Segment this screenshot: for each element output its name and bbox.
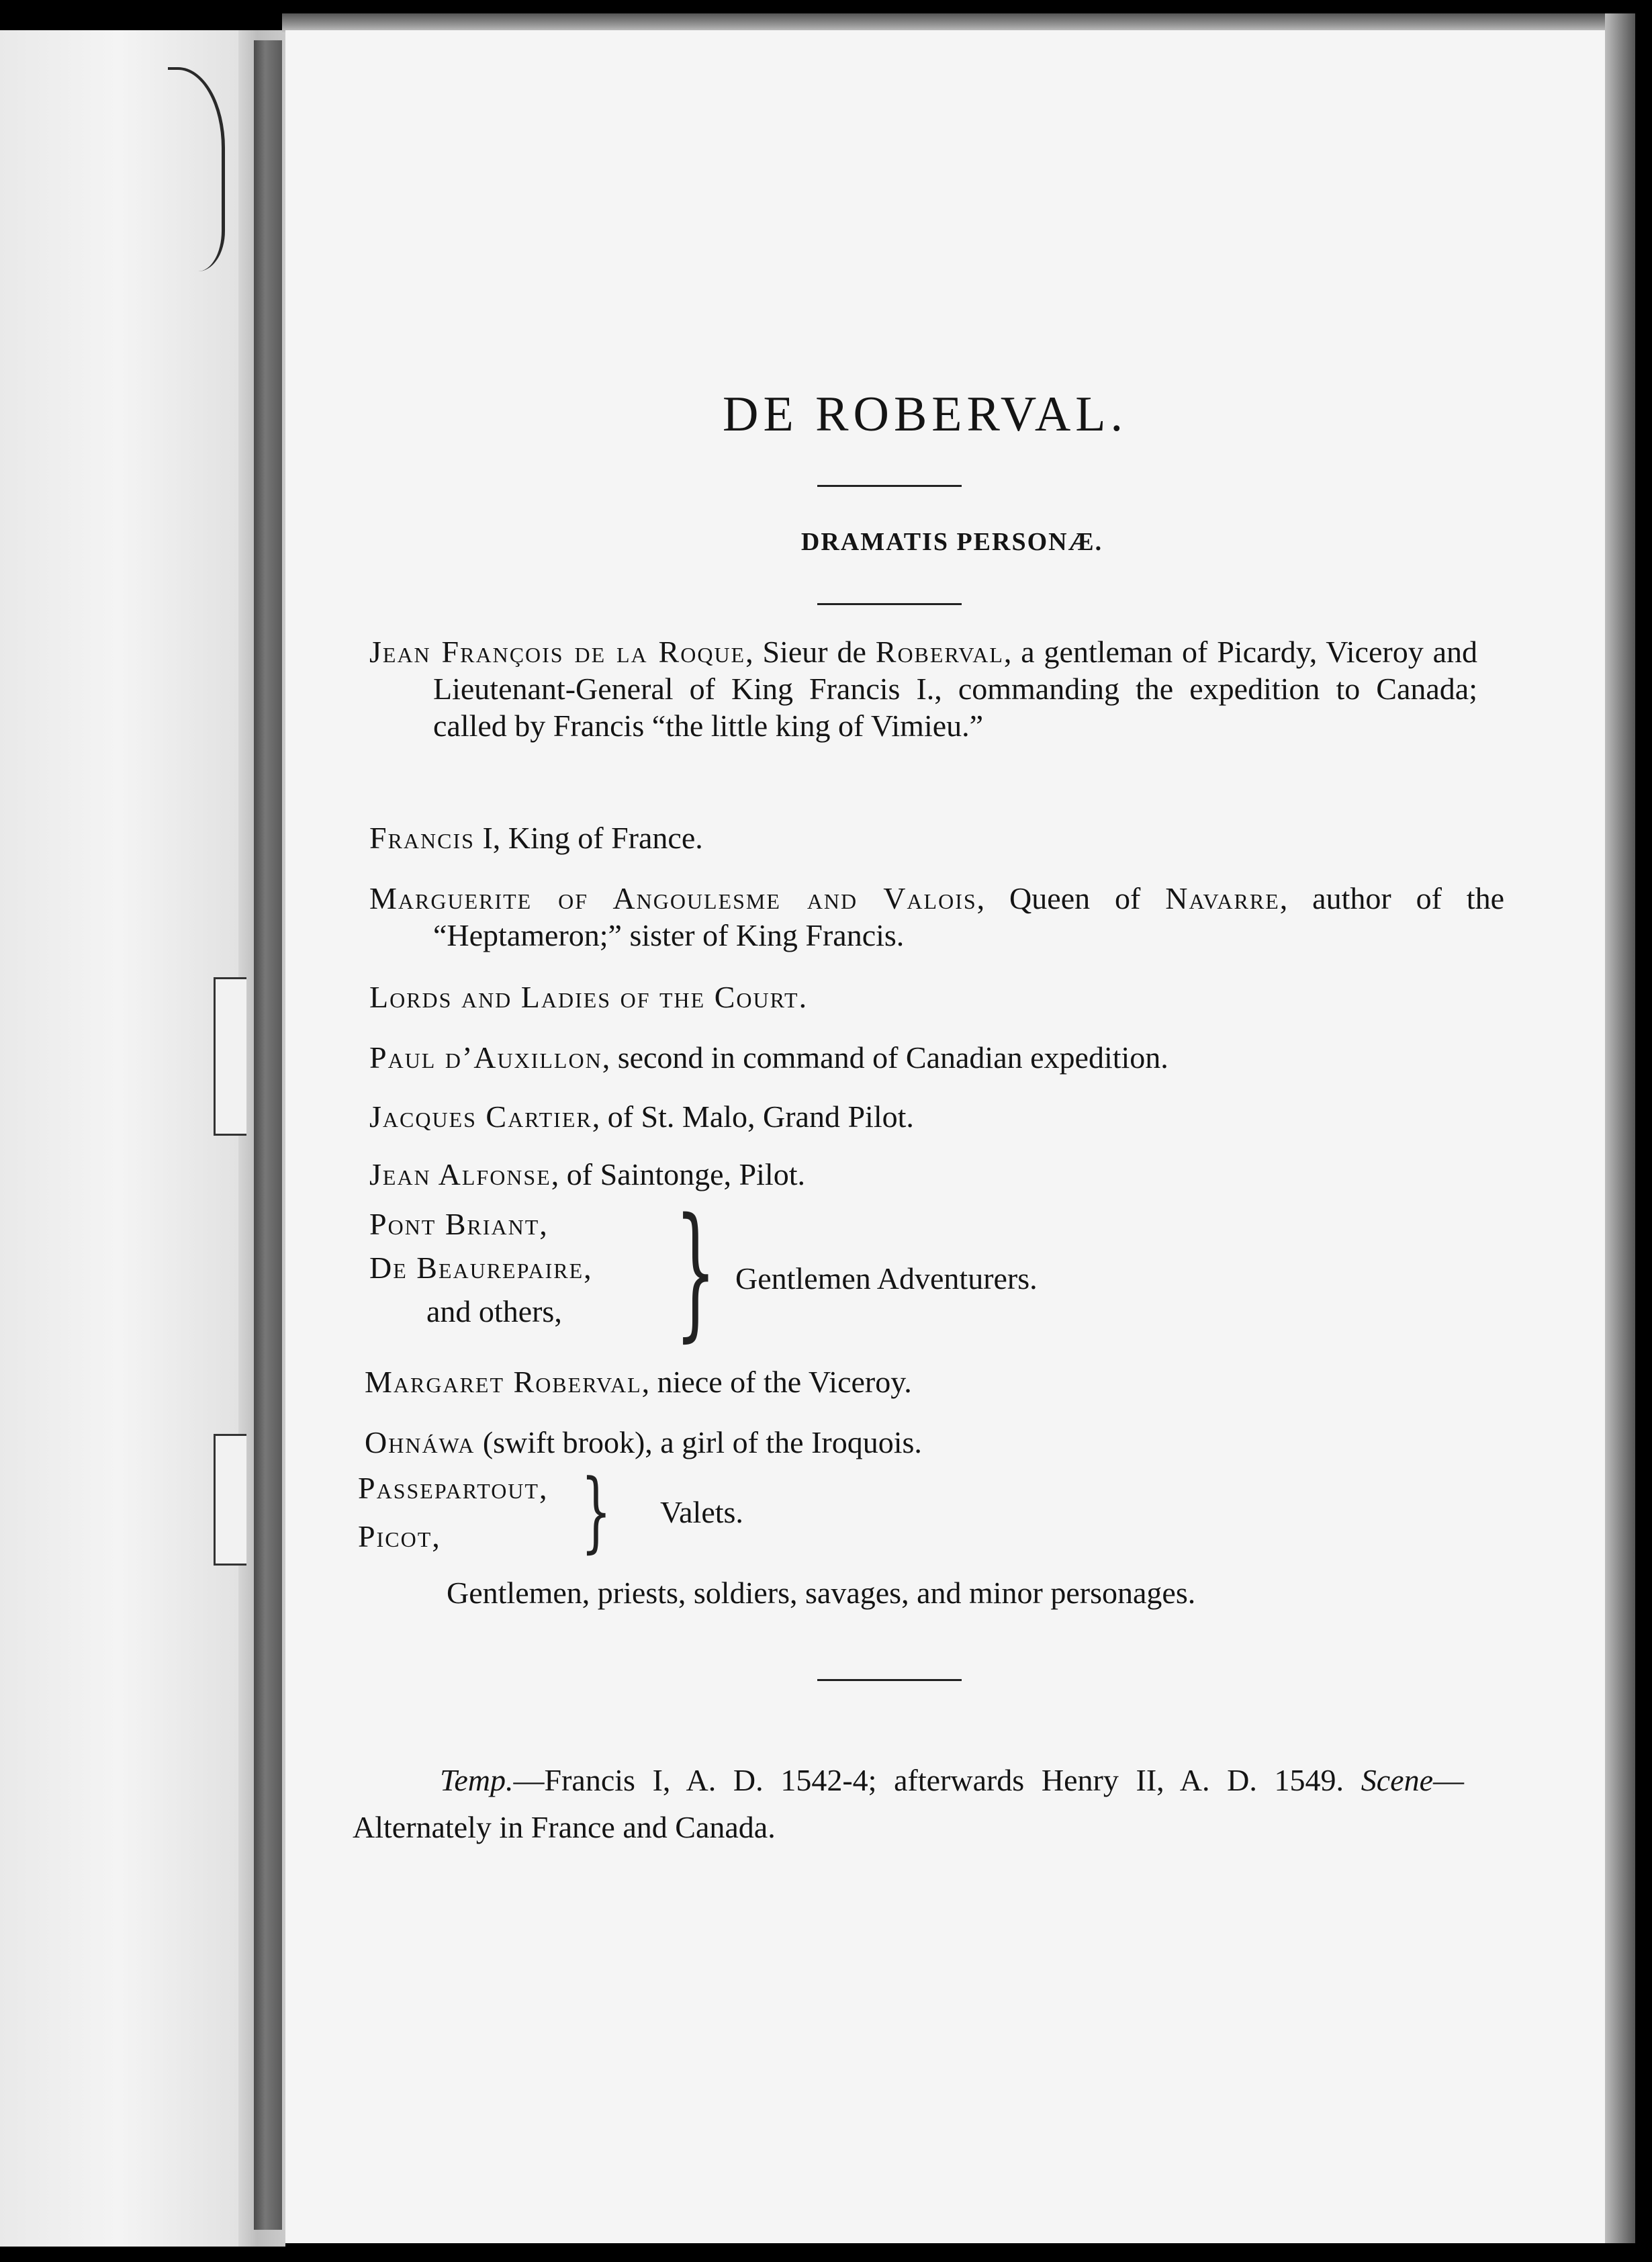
divider-rule xyxy=(817,485,962,487)
character-description: , niece of the Viceroy. xyxy=(641,1365,912,1399)
scene-label: Scene xyxy=(1361,1763,1433,1797)
group-member: De Beaurepaire, xyxy=(369,1251,593,1285)
section-heading: DRAMATIS PERSONÆ. xyxy=(800,528,1103,556)
character-description: I, King of France. xyxy=(474,821,703,855)
facing-page-edge xyxy=(0,30,238,2247)
character-entry-francis xyxy=(369,819,1477,856)
character-group-adventurers xyxy=(369,1202,593,1333)
character-name: Jacques Cartier xyxy=(369,1099,592,1134)
book-page xyxy=(285,30,1605,2243)
character-entry-roberval xyxy=(369,633,1477,744)
character-entry-alfonse xyxy=(369,1156,1477,1193)
divider-rule xyxy=(817,1679,962,1681)
character-title-name: Navarre xyxy=(1165,881,1280,915)
character-description: , author of the “Heptameron;” sister of King Francis. xyxy=(433,881,1505,952)
page-right-edge xyxy=(1605,13,1635,2243)
character-name: Paul d’Auxillon xyxy=(369,1040,602,1075)
group-label: Gentlemen Adventurers. xyxy=(735,1261,1038,1296)
character-name: Jean Alfonse xyxy=(369,1157,551,1191)
temp-text: —Francis I, A. D. 1542-4; afterwards Henry II, A. D. 1549. xyxy=(513,1763,1344,1797)
character-description: , a gentleman of Picardy, Viceroy and Lieutenant-General of King Francis I., commanding the expedition to Canada; called by Francis “the little king of Vimieu.” xyxy=(433,635,1477,743)
character-name: Ohnáwa xyxy=(365,1425,475,1459)
character-description: , of Saintonge, Pilot. xyxy=(551,1157,805,1191)
temp-label: Temp. xyxy=(440,1763,514,1797)
character-entry-cartier xyxy=(369,1098,1477,1135)
scene-text: —Alternately in France and Canada. xyxy=(353,1763,1464,1844)
character-description: , second in command of Canadian expedition. xyxy=(602,1040,1168,1075)
character-description: (swift brook), a girl of the Iroquois. xyxy=(475,1425,922,1459)
character-entry-margaret xyxy=(365,1363,1473,1400)
group-member: Passepartout, xyxy=(358,1471,549,1505)
divider-rule xyxy=(817,603,962,605)
group-member: Pont Briant, xyxy=(369,1207,549,1241)
page-curl xyxy=(168,67,225,271)
group-member: Picot, xyxy=(358,1519,441,1553)
character-entry-ohnawa xyxy=(365,1424,1473,1461)
character-description: , Sieur de xyxy=(745,635,876,669)
character-name: Jean François de la Roque xyxy=(369,635,746,669)
character-entry-auxillon xyxy=(369,1039,1477,1076)
character-name: Lords and Ladies of the Court. xyxy=(369,980,809,1014)
character-description: , of St. Malo, Grand Pilot. xyxy=(592,1099,914,1134)
character-group-valets xyxy=(358,1464,548,1561)
binding-shadow xyxy=(254,40,282,2230)
binding-tab xyxy=(214,1434,246,1566)
minor-personages: Gentlemen, priests, soldiers, savages, and minor personages. xyxy=(447,1576,1196,1610)
group-member: and others, xyxy=(426,1294,562,1328)
character-name: Francis xyxy=(369,821,475,855)
page-content xyxy=(285,30,1605,2243)
binding-tab xyxy=(214,977,246,1136)
group-label: Valets. xyxy=(660,1495,743,1529)
page-title: DE ROBERVAL. xyxy=(723,387,1128,442)
character-entry-marguerite xyxy=(369,880,1504,954)
right-brace: } xyxy=(675,1187,717,1355)
character-name: Marguerite of Angoulesme and Valois xyxy=(369,881,977,915)
character-description: , Queen of xyxy=(976,881,1166,915)
character-title-name: Roberval xyxy=(875,635,1004,669)
character-name: Margaret Roberval xyxy=(365,1365,642,1399)
time-and-scene-note xyxy=(353,1757,1464,1851)
right-brace: } xyxy=(581,1460,612,1562)
character-entry-lords xyxy=(369,979,1477,1015)
